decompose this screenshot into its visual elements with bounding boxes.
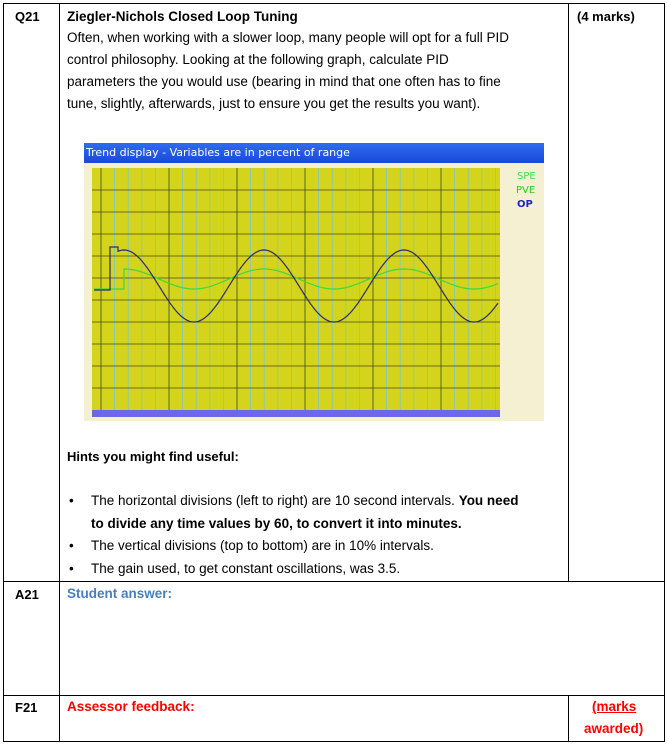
hint-bold-text: You need (458, 493, 519, 508)
hints-title: Hints you might find useful: (67, 449, 239, 464)
student-answer-label: Student answer: (67, 586, 173, 601)
trend-title-bar (84, 143, 544, 163)
legend-pve: PVE (516, 185, 536, 196)
hint-text: The horizontal divisions (left to right) are 10 second intervals. (91, 493, 459, 508)
question-paragraph (67, 27, 562, 115)
question-title: Ziegler-Nichols Closed Loop Tuning (67, 9, 298, 24)
marks-awarded-line1: (marks (592, 699, 637, 714)
marks-awarded-line2: awarded) (584, 721, 644, 736)
trend-scroll-bar (92, 410, 500, 417)
paragraph-line: tune, slightly, afterwards, just to ensure you get the results you want). (67, 96, 481, 111)
trend-display (84, 163, 544, 421)
legend-op: OP (517, 199, 533, 210)
paragraph-line: Often, when working with a slower loop, many people will opt for a full PID (67, 30, 509, 45)
hint-bold-text: to divide any time values by 60, to convert it into minutes. (91, 515, 462, 531)
trend-title: Trend display - Variables are in percent of range (86, 146, 350, 159)
answer-number: A21 (15, 587, 39, 602)
hint-text: The vertical divisions (top to bottom) are in 10% intervals. (91, 538, 434, 553)
question-number-cell (3, 3, 60, 582)
question-marks: (4 marks) (577, 9, 635, 24)
assessor-feedback-label: Assessor feedback: (67, 699, 195, 714)
hint-item: • The horizontal divisions (left to right) are 10 second intervals. You need (69, 493, 519, 508)
paragraph-line: parameters the you would use (bearing in mind that one often has to fine (67, 74, 501, 89)
hint-item: • The vertical divisions (top to bottom) are in 10% intervals. (69, 538, 434, 553)
hint-item-continued (67, 513, 567, 536)
hint-text: The gain used, to get constant oscillations, was 3.5. (91, 560, 401, 576)
feedback-number: F21 (15, 700, 38, 715)
hints-list (67, 490, 567, 580)
legend-spe: SPE (517, 171, 536, 182)
question-number: Q21 (15, 9, 40, 24)
question-marks-cell (568, 3, 665, 582)
paragraph-line: control philosophy. Looking at the following graph, calculate PID (67, 52, 449, 67)
trend-plot-area (92, 168, 500, 416)
hint-item: • The gain used, to get constant oscillations, was 3.5. (69, 560, 401, 576)
